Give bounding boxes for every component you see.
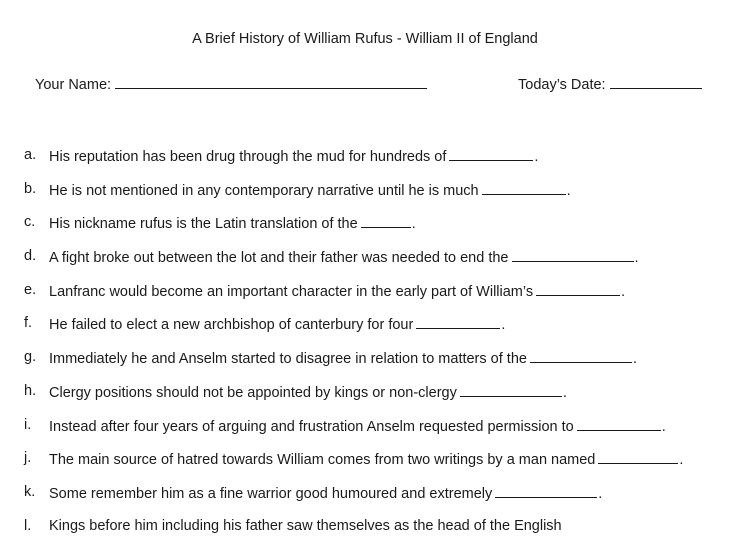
question-period: . bbox=[562, 384, 567, 401]
question-letter: a. bbox=[24, 147, 37, 163]
question-letter: k. bbox=[24, 483, 36, 500]
answer-blank[interactable] bbox=[460, 383, 562, 397]
question-text: His reputation has been drug through the mud for hundreds of bbox=[49, 149, 447, 165]
question-item bbox=[24, 383, 730, 417]
question-letter: g. bbox=[24, 349, 37, 366]
question-item bbox=[24, 248, 730, 282]
question-item bbox=[24, 214, 730, 248]
question-letter: i. bbox=[24, 416, 32, 433]
answer-blank[interactable] bbox=[536, 282, 620, 296]
question-item bbox=[24, 349, 730, 383]
question-period: . bbox=[566, 182, 571, 199]
answer-blank[interactable] bbox=[416, 315, 500, 329]
name-blank[interactable] bbox=[115, 75, 427, 89]
question-letter: f. bbox=[24, 315, 33, 332]
question-text: Kings before him including his father saw themselves as the head of the English bbox=[49, 517, 562, 534]
question-letter: e. bbox=[24, 281, 37, 298]
question-item bbox=[24, 147, 730, 181]
question-item bbox=[24, 282, 730, 316]
question-period: . bbox=[634, 250, 639, 267]
answer-blank[interactable] bbox=[530, 349, 632, 363]
question-period: . bbox=[501, 317, 506, 334]
question-text: Clergy positions should not be appointed by kings or non-clergy bbox=[49, 384, 457, 401]
question-list bbox=[24, 147, 730, 551]
name-field bbox=[35, 75, 427, 93]
date-blank[interactable] bbox=[610, 75, 702, 89]
question-item bbox=[24, 484, 730, 518]
answer-blank[interactable] bbox=[598, 450, 678, 464]
question-letter: h. bbox=[24, 382, 37, 399]
question-period: . bbox=[411, 216, 416, 233]
question-period: . bbox=[661, 418, 666, 435]
answer-blank[interactable] bbox=[512, 248, 634, 262]
answer-blank[interactable] bbox=[577, 417, 661, 431]
answer-blank[interactable] bbox=[449, 147, 533, 161]
question-text: Some remember him as a fine warrior good humoured and extremely bbox=[49, 485, 493, 502]
question-item bbox=[24, 181, 730, 215]
question-period: . bbox=[621, 283, 626, 300]
question-period: . bbox=[534, 149, 539, 165]
question-item bbox=[24, 450, 730, 484]
question-letter: b. bbox=[24, 180, 37, 197]
question-text: A fight broke out between the lot and their father was needed to end the bbox=[49, 250, 509, 267]
answer-blank[interactable] bbox=[361, 214, 411, 228]
question-period: . bbox=[598, 485, 603, 502]
question-text: Lanfranc would become an important character in the early part of William’s bbox=[49, 283, 534, 300]
question-text: He is not mentioned in any contemporary narrative until he is much bbox=[49, 182, 479, 199]
question-text: Immediately he and Anselm started to disagree in relation to matters of the bbox=[49, 351, 527, 368]
name-label: Your Name: bbox=[35, 77, 112, 93]
question-text: He failed to elect a new archbishop of canterbury for four bbox=[49, 317, 414, 334]
answer-blank[interactable] bbox=[495, 484, 597, 498]
answer-blank[interactable] bbox=[482, 181, 566, 195]
question-item bbox=[24, 417, 730, 451]
question-item bbox=[24, 518, 730, 551]
question-item bbox=[24, 315, 730, 349]
question-letter: d. bbox=[24, 248, 37, 265]
date-label: Today’s Date: bbox=[518, 77, 606, 93]
page-title: A Brief History of William Rufus - William II of England bbox=[192, 31, 538, 47]
question-letter: l. bbox=[24, 517, 32, 534]
question-text: His nickname rufus is the Latin translation of the bbox=[49, 216, 358, 233]
date-field bbox=[518, 75, 702, 93]
question-period: . bbox=[679, 452, 684, 469]
question-period: . bbox=[632, 351, 637, 368]
question-letter: c. bbox=[24, 214, 36, 231]
question-letter: j. bbox=[24, 450, 32, 467]
question-text: Instead after four years of arguing and frustration Anselm requested permission to bbox=[49, 418, 574, 435]
question-text: The main source of hatred towards William comes from two writings by a man named bbox=[49, 452, 596, 469]
